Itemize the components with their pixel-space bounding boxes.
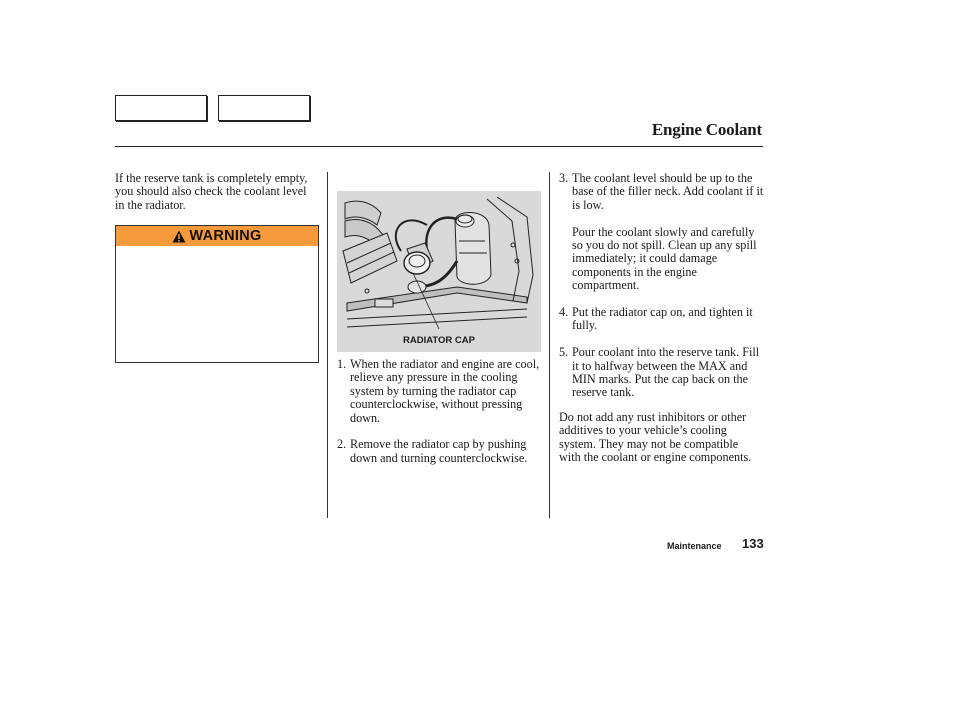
step-subparagraph: Pour the coolant slowly and carefully so you do not spill. Clean up any spill immediately; it could damage components in the engine compartment. — [572, 224, 757, 293]
warning-box — [115, 225, 319, 363]
header-rule — [115, 146, 763, 147]
footer-section-label: Maintenance — [667, 541, 722, 551]
closing-note: Do not add any rust inhibitors or other additives to your vehicle’s cooling system. They may not be compatible with the coolant or engine components. — [559, 410, 752, 465]
step-text: Remove the radiator cap by pushing down and turning counterclockwise. — [350, 437, 528, 465]
step-text: Put the radiator cap on, and tighten it fully. — [572, 305, 753, 333]
page-number: 133 — [742, 536, 764, 551]
steps-list-right — [559, 172, 764, 413]
figure-caption: RADIATOR CAP — [403, 335, 475, 346]
step-number: 4. — [559, 305, 569, 320]
list-item — [559, 306, 764, 333]
warning-label: WARNING — [189, 228, 262, 244]
warning-triangle-icon — [172, 230, 186, 243]
step-number: 2. — [337, 437, 347, 452]
step-number: 3. — [559, 171, 569, 185]
intro-paragraph: If the reserve tank is completely empty, you should also check the coolant level in the radiator. — [115, 171, 308, 212]
page-title: Engine Coolant — [651, 120, 762, 139]
steps-list-left — [337, 358, 542, 479]
nav-button-index[interactable] — [218, 95, 310, 121]
list-item — [337, 358, 542, 425]
column-divider-2 — [549, 172, 550, 518]
list-item — [559, 172, 764, 293]
step-text: The coolant level should be up to the base of the filler neck. Add coolant if it is low. — [572, 171, 764, 212]
list-item — [559, 346, 764, 400]
column-divider-1 — [327, 172, 328, 518]
list-item — [337, 438, 542, 465]
step-text: Pour coolant into the reserve tank. Fill it to halfway between the MAX and MIN marks. Put the cap back on the reserve tank. — [572, 345, 760, 400]
nav-button-contents[interactable] — [115, 95, 207, 121]
step-text: When the radiator and engine are cool, relieve any pressure in the cooling system by turning the radiator cap counterclockwise, without pressing down. — [350, 357, 540, 425]
step-number: 1. — [337, 357, 347, 371]
engine-bay-drawing — [337, 191, 541, 352]
radiator-cap-illustration — [337, 191, 541, 352]
step-number: 5. — [559, 345, 569, 360]
warning-header — [116, 226, 318, 246]
